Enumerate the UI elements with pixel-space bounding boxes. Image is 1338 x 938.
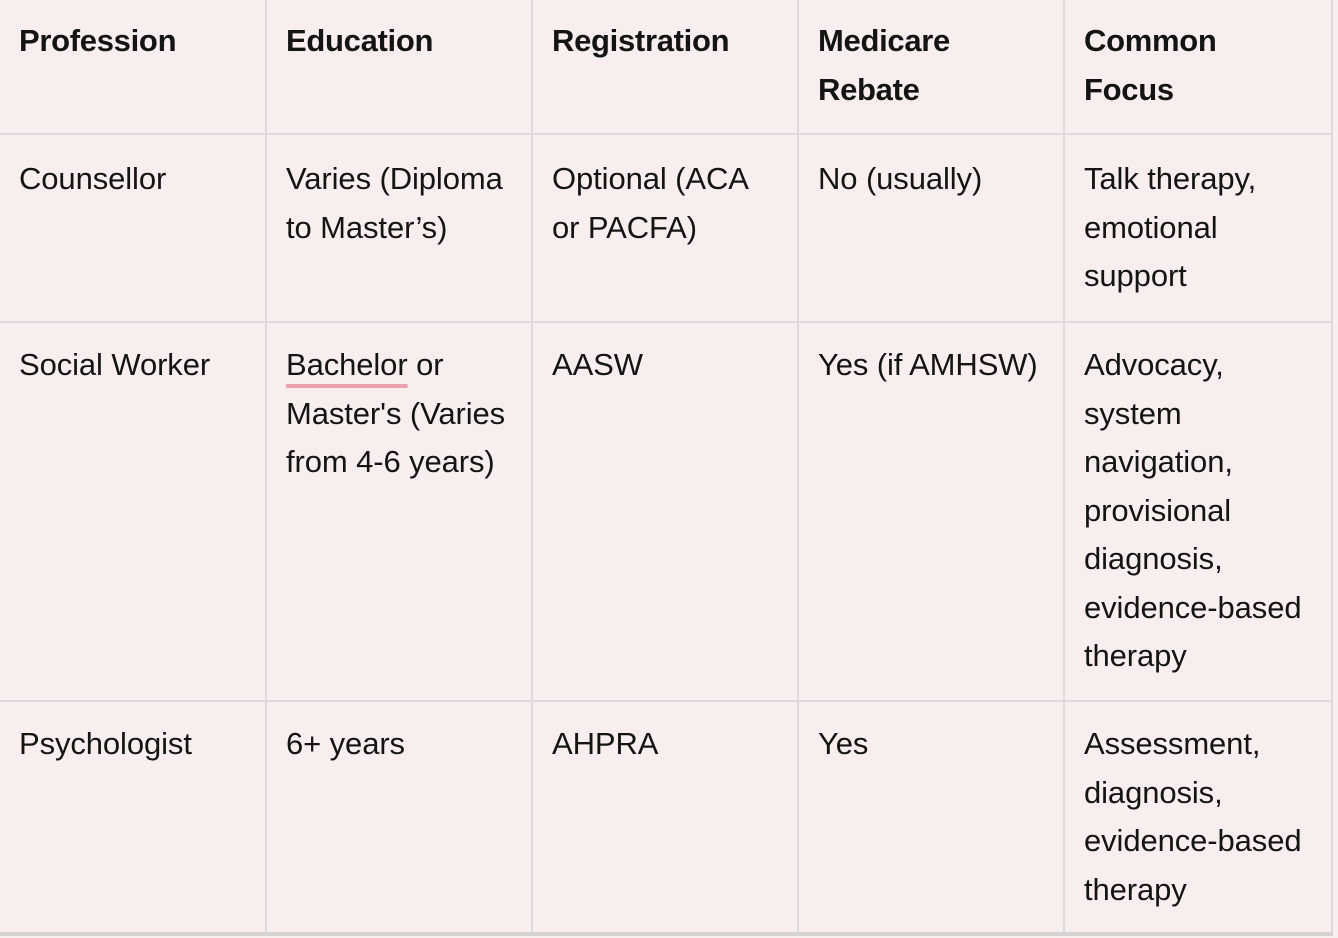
cell-common-focus: Advocacy, system navigation, provisional diagnosis, evidence-based therapy <box>1064 322 1332 701</box>
cell-medicare-rebate: No (usually) <box>798 134 1064 322</box>
header-profession: Profession <box>0 0 266 134</box>
cell-education: 6+ years <box>266 701 532 934</box>
cell-common-focus: Assessment, diagnosis, evidence-based therapy <box>1064 701 1332 934</box>
table-row <box>0 701 1332 934</box>
cell-profession: Social Worker <box>0 322 266 701</box>
header-education: Education <box>266 0 532 134</box>
header-registration: Registration <box>532 0 798 134</box>
table-row <box>0 134 1332 322</box>
cell-registration: AHPRA <box>532 701 798 934</box>
table-row <box>0 322 1332 701</box>
header-common-focus: Common Focus <box>1064 0 1332 134</box>
cell-common-focus: Talk therapy, emotional support <box>1064 134 1332 322</box>
cell-medicare-rebate: Yes <box>798 701 1064 934</box>
cell-profession: Psychologist <box>0 701 266 934</box>
cell-education <box>266 322 532 701</box>
table-header-row <box>0 0 1332 134</box>
cell-registration: Optional (ACA or PACFA) <box>532 134 798 322</box>
bachelor-link[interactable]: Bachelor <box>286 347 408 382</box>
header-medicare-rebate: Medicare Rebate <box>798 0 1064 134</box>
cell-education: Varies (Diploma to Master’s) <box>266 134 532 322</box>
cell-profession: Counsellor <box>0 134 266 322</box>
cell-medicare-rebate: Yes (if AMHSW) <box>798 322 1064 701</box>
cell-registration: AASW <box>532 322 798 701</box>
cell-education-rest: or Master's (Varies from 4-6 years) <box>286 347 506 479</box>
